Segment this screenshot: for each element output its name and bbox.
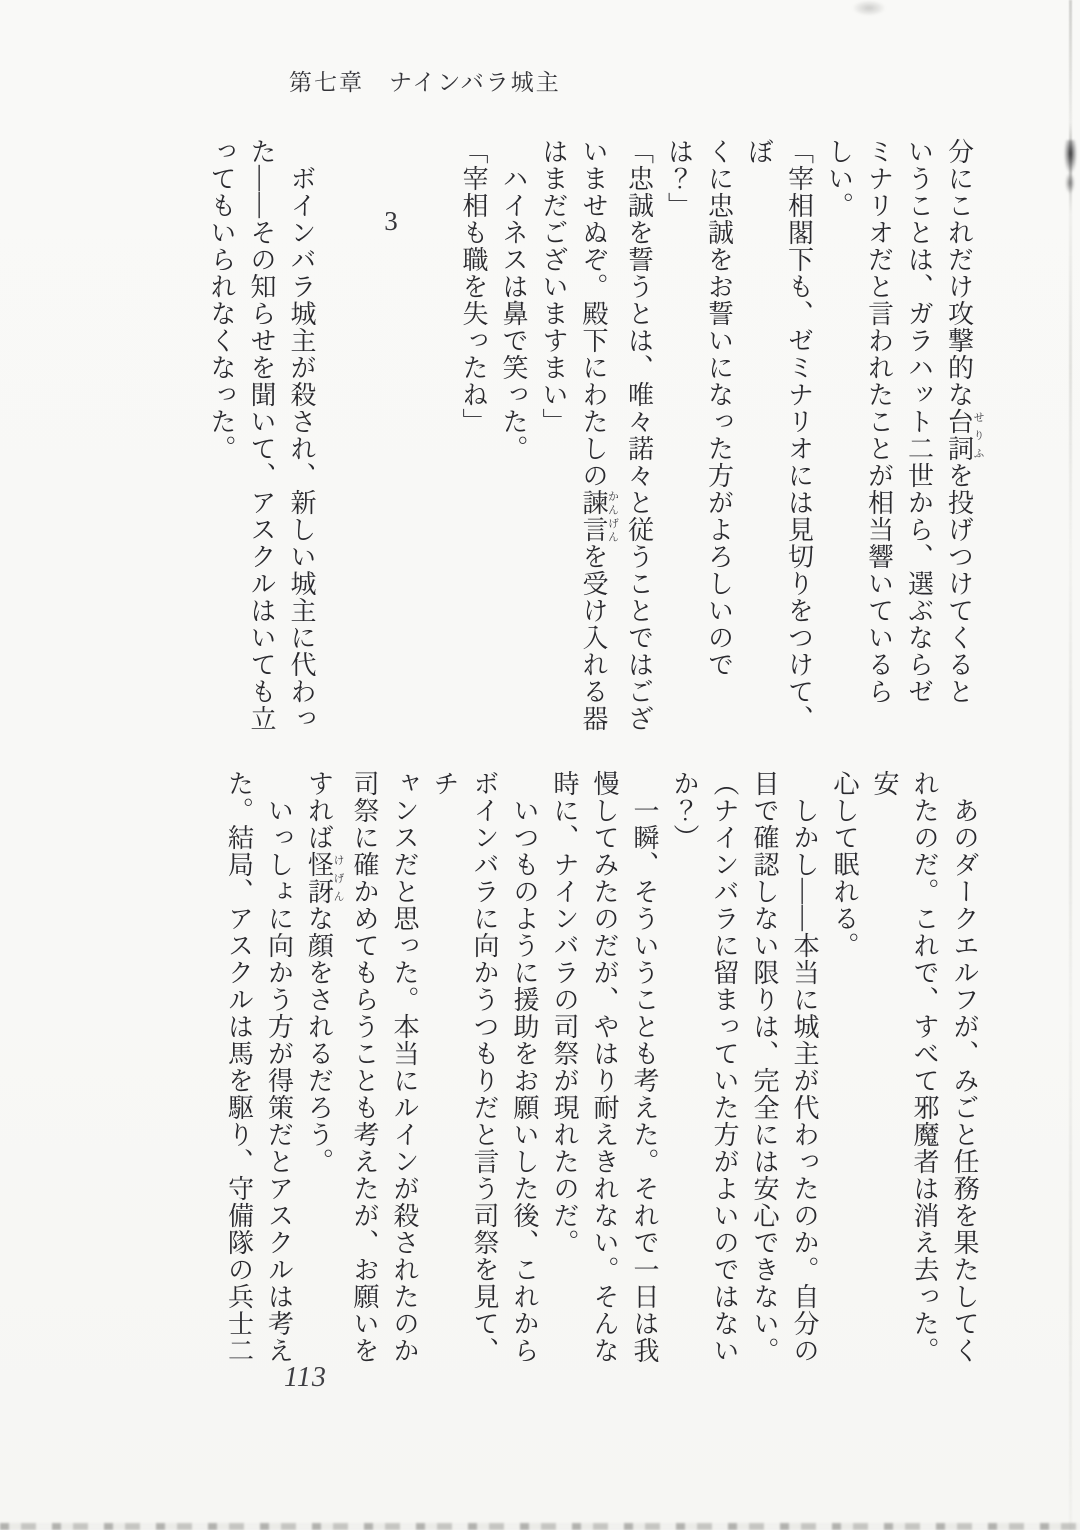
text-column: （ナインバラに留まっていた方がよいのではない	[710, 770, 739, 1364]
text-column: た。結局、アスクルは馬を駆り、守備隊の兵士二	[224, 770, 254, 1364]
scan-smudge	[1064, 140, 1077, 174]
bottom-text-block	[219, 770, 985, 1370]
scan-crease-line	[1069, 0, 1072, 1530]
text-column: ャンスだと思った。本当にルインが殺されたのか	[390, 770, 419, 1364]
text-column: いうことは、ガラハット二世から、選ぶならゼ	[904, 138, 934, 705]
text-column: 心して眠れる。	[830, 770, 859, 959]
text-column: いませぬぞ。殿下にわたしの諫言かんげんを受け入れる器	[579, 138, 619, 732]
text-column: くに忠誠をお誓いになった方がよろしいのでは？」	[664, 138, 734, 678]
text-column: 慢してみたのだが、やはり耐えきれない。そんな	[590, 770, 619, 1364]
text-column: 目で確認しない限りは、完全には安心できない。	[750, 770, 779, 1364]
text-column: いつものように援助をお願いした後、これから	[510, 770, 539, 1364]
text-column: あのダークエルフが、みごと任務を果たしてく	[950, 770, 979, 1364]
text-column: ボインバラ城主が殺され、新しい城主に代わっ	[287, 138, 316, 732]
text-column: 「宰相も職を失ったね」	[459, 138, 488, 435]
text-column: た――その知らせを聞いて、アスクルはいても立	[247, 138, 276, 732]
scan-bottom-edge	[0, 1523, 1080, 1530]
text-column: ミナリオだと言われたことが相当響いているら	[864, 138, 894, 705]
text-column: しい。	[824, 138, 854, 219]
top-text-block	[201, 138, 984, 744]
text-column: 一瞬、そういうことも考えた。それで一日は我	[630, 770, 659, 1364]
text-column: ってもいられなくなった。	[207, 138, 236, 462]
text-column: か？）	[670, 770, 699, 851]
text-column: 「宰相閣下も、ゼミナリオには見切りをつけて、ぼ	[744, 138, 814, 732]
text-column: ハイネスは鼻で笑った。	[499, 138, 528, 462]
text-column: はまだございますまい」	[539, 138, 568, 435]
chapter-header: 第七章 ナインバラ城主	[289, 70, 561, 95]
section-number: 3	[376, 206, 406, 237]
text-column: いっしょに向かう方が得策だとアスクルは考え	[264, 770, 294, 1364]
text-column: すれば怪訝けげんな顔をされるだろう。	[304, 770, 344, 1175]
text-column: れたのだ。これで、すべて邪魔者は消え去った。安	[870, 770, 939, 1364]
scan-smudge	[852, 0, 886, 16]
text-column: しかし――本当に城主が代わったのか。自分の	[790, 770, 819, 1364]
text-column: 分にこれだけ攻撃的な台詞せりふを投げつけてくると	[944, 138, 984, 705]
text-column: 司祭に確かめてもらうことも考えたが、お願いを	[350, 770, 379, 1364]
scan-smudge	[1065, 172, 1075, 194]
text-column: ボインバラに向かうつもりだと言う司祭を見て、チ	[430, 770, 499, 1364]
text-column: 時に、ナインバラの司祭が現れたのだ。	[550, 770, 579, 1256]
page-number: 113	[284, 1362, 327, 1393]
text-column: 「忠誠を誓うとは、唯々諾々と従うことではござ	[624, 138, 654, 732]
